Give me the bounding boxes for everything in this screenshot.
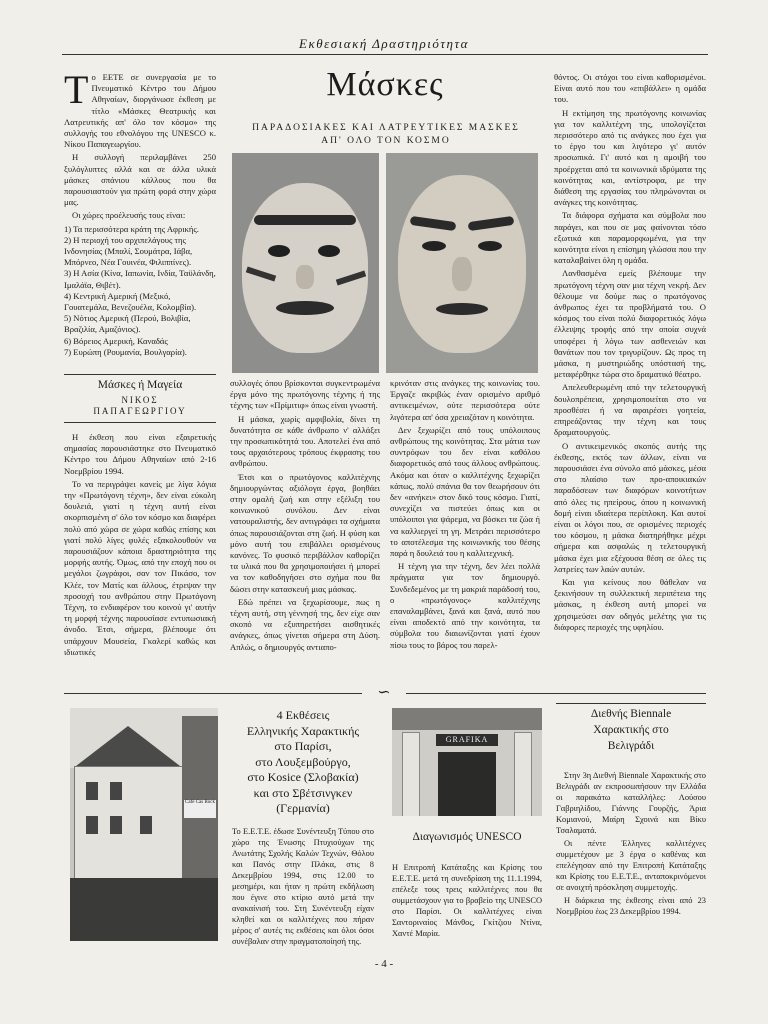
ornament-icon: ∽: [377, 684, 391, 701]
left-column-lower: [64, 432, 216, 678]
header-rule: [62, 54, 708, 55]
roof: [76, 726, 180, 766]
mask-photo-left: [232, 153, 379, 373]
paragraph: Οι πέντε Έλληνες καλλιτέχνες συμμετέχουν με 3 έργα ο καθένας και επελέγησαν από την Επιτροπή Κατάταξης και Κρίσης του Ε.Ε.Τ.Ε., ανταποκρινόμενοι σε ανοιχτή πρόσκληση συμμετοχής.: [556, 839, 706, 892]
unesco-caption: Διαγωνισμός UNESCO: [412, 831, 522, 843]
section-title: Μάσκες ή Μαγεία: [97, 379, 183, 391]
mask-eye-right: [318, 245, 340, 257]
drop-cap: Τ: [64, 67, 89, 112]
paragraph: Η μάσκα, χωρίς αμφιβολία, δίνει τη δυνατότητα σε κάθε άνθρωπο ν' αλλάξει την προσωπικότητά του. Αποτελεί ένα από τους αρχαιότερους τρόπους έκφρασης του ανθρώπου.: [230, 413, 380, 469]
mask-eye-right: [478, 241, 502, 251]
article-subtitle: ΠΑΡΑΔΟΣΙΑΚΕΣ ΚΑΙ ΛΑΤΡΕΥΤΙΚΕΣ ΜΑΣΚΕΣ ΑΠ' ΟΛΟ ΤΟΝ ΚΟΣΜΟ: [252, 123, 520, 146]
window: [86, 782, 98, 800]
paragraph: Η τέχνη για την τέχνη, δεν λέει πολλά πράγματα για τον δημιουργό. Συνδεδεμένος με τη μακριά παράδοσή του, ο «πρωτόγονος» καλλιτέχνης επαναλαμβάνει, ξανά και ξανά, αυτό που είναι αποδεκτό από την κοινότητα, τα σύμβολα του διαιωνίζονται γιατί έχουν πίσω τους το βάρος του παρελ-: [390, 561, 540, 650]
exhibitions-text: Το Ε.Ε.Τ.Ε. έδωσε Συνέντευξη Τύπου στο χώρο της Ένωσης Πτυχιούχων της Ανωτάτης Σχολής Καλών Τεχνών, Θόλου και Πανός στην Πλάκα, στις 8 Δεκεμβρίου 1994, στις 12.00 το μεσημέρι, και ήταν η πρώτη εκδήλωση που έγινε στο κτίριο αυτό μετά την ανακαίνισή του. Στη Συνέντευξη είχαν κληθεί και οι καλλιτέχνες που πήραν μέρος σ' αυτές τις εκθέσεις και όλοι όσοι συνέβαλαν στην πραγματοποίησή της.: [232, 827, 374, 946]
intro-paragraph: Το ΕΕΤΕ σε συνεργασία με το Πνευματικό Κέντρο του Δήμου Αθηναίων, διοργάνωσε έκθεση με τίτλο «Μάσκες Θεατρικής και Λατρευτικής απ' όλο τον κόσμο» της συλλογής του εθνολόγου της UNESCO κ. Νίκου Παπαγεωργίου.: [64, 67, 216, 150]
paragraph: κρινόταν στις ανάγκες της κοινωνίας του. Έργαζε ακριβώς έναν ορισμένο αριθμό αντικειμένων, ούτε περισσότερα ούτε λιγότερα απ' όσα χρειαζόταν η κοινότητα.: [390, 378, 540, 422]
center-column-b: [390, 378, 540, 678]
divider-left: [64, 693, 362, 694]
paragraph: Λανθασμένα εμείς βλέπουμε την πρωτόγονη τέχνη σαν μια τέχνη νεκρή. Δεν θέλουμε να δούμε πως ο πρωτόγονος άνθρωπος έχει τα προβλήματά του. Ο κόσμος του είναι πολύ διαφορετικός λόγω έλλειψης τροφής από την οποία συχνά υποφέρει ή λόγω των ασθενειών και θανάτων που τον τριγυρίζουν. Ως προς τη μάσκα, η μυστηριώδης υπόστασή της, μεταφέρθηκε τώρα στο δραματικό θέατρο.: [554, 268, 706, 380]
mask-eye-left: [268, 245, 290, 257]
tree: [70, 878, 218, 941]
paragraph: Η διάρκεια της έκθεσης είναι από 23 Νοεμβρίου έως 23 Δεκεμβρίου 1994.: [556, 896, 706, 916]
exhibitions-title: 4 Εκθέσεις Ελληνικής Χαρακτικής στο Παρίσι, στο Λουξεμβούργο, στο Kosice (Σλοβακία) και στο Σβέτσινγκεν (Γερμανία): [246, 708, 360, 815]
paragraph: Απελευθερωμένη από την τελετουργική δουλοπρέπεια, χρησιμοποιείται στο να προσθέσει ή να αφαιρέσει γοητεία, επηρεάζοντας την τέχνη και τους δραματουργούς.: [554, 382, 706, 438]
author-first-name: ΝΙΚΟΣ: [121, 395, 159, 405]
balcony: [392, 708, 542, 730]
building-photo: [70, 708, 218, 941]
paragraph: Δεν ξεχωρίζει από τους υπόλοιπους ανθρώπους της κοινότητας. Στα μάτια των συντρόφων του δεν είναι καθόλου διαφορετικός από τους άλλους ανθρώπους. Ακόμα και όταν ο καλλιτέχνης ξεχωρίζει κάπως, πολύ σπάνια θα τον θεωρήσουν ότι δεν «ανήκει» στον δικό τους κόσμο. Γιατί, συνεχίζει να πιστεύει όπως και οι υπόλοιποι για ψάρεμα, να βόσκει τα ζώα ή να καλλιεργεί τη γη. Μετράει περισσότερο το αποτέλεσμα της κοινωνικής του θέσης παρά η δουλειά του η καλλιτεχνική.: [390, 424, 540, 559]
paragraph: Έτσι και ο πρωτόγονος καλλιτέχνης δημιουργώντας αξιόλογα έργα, βοηθάει στην ομαλή ζωή και στην εξέλιξη του κοινωνικού συνόλου. Δεν είναι νατουραλιστής, δεν αντιγράφει τα σχήματα όπως παρουσιάζονται στη ζωή. Η φύση και μόνο αυτή του επιβάλλει ορισμένους κανόνες. Το φυσικό περιβάλλον καθορίζει τα υλικά που θα χρησιμοποιήσει ή μπορεί να τον καθοδηγήσει στο σχήμα που θα δώσει στην κατασκευή μιας μάσκας.: [230, 471, 380, 594]
page-number: - 4 -: [374, 958, 394, 970]
left-column: [64, 67, 216, 358]
paragraph: Και για κείνους που θάθελαν να ξεκινήσουν τη συλλεκτική περιπέτεια της μάσκας, η έκθεση αυτή μπορεί να χρησιμεύσει σαν οδηγός μελέτης για τις διάφορες περιοχές της υφηλίου.: [554, 576, 706, 632]
mask-nose: [296, 265, 314, 289]
paragraph: θόντος. Οι στόχοι του είναι καθορισμένοι. Είναι αυτό που του «επιβάλλει» η ομάδα του.: [554, 72, 706, 105]
biennale-title: Διεθνής Biennale Χαρακτικής στο Βελιγράδι: [590, 708, 672, 752]
paragraph: Τα διάφορα σχήματα και σύμβολα που παράγει, και που σε μας φαίνονται τόσο εξωτικά και παραμορφωμένα, για την κοινότητα είναι η επίσημη γλώσσα που την καταλαβαίνει όλη η ομάδα.: [554, 210, 706, 266]
right-column: [554, 72, 706, 678]
mask-eye-left: [422, 241, 446, 251]
biennale-rule: [556, 703, 706, 704]
list-item: 2) Η περιοχή του αρχιπελάγους της Ινδονησίας (Μπαλί, Σουμάτρα, Ιάβα, Μπόρνεο, Νέα Γουινέα, Φιλιππίνες).: [64, 234, 193, 268]
column-right: [514, 732, 532, 816]
list-item: 1) Τα περισσότερα κράτη της Αφρικής.: [64, 223, 199, 234]
column-left: [402, 732, 420, 816]
paragraph: συλλογές όπου βρίσκονται συγκεντρωμένα έργα μόνο της πρωτόγονης τέχνης ή της τέχνης των «Πρίμιτιφ» όπως είναι γνωστή.: [230, 378, 380, 411]
section-rule: [64, 374, 216, 375]
window: [140, 816, 152, 834]
paragraph: Στην 3η Διεθνή Biennale Χαρακτικής στο Βελιγράδι αν εκπροσωπήσουν την Ελλάδα οι παρακάτω καταλλήλες: Λούσου Γαβριηλίδου, Γιάννης Γουρζής, Άρια Κομιανού, Μαίρη Σχοινά και Βίκυ Τσαλαματά.: [556, 771, 706, 835]
running-title: Εκθεσιακή Δραστηριότητα: [299, 36, 469, 51]
mask-brow: [254, 215, 356, 225]
paragraph: Ο αντικειμενικός σκοπός αυτής της έκθεσης, εκτός των άλλων, είναι να παρουσιάσει ένα σύνολο από μάσκες, μέσα στο πλαίσιο των προ-αποικιακών παραδόσεων των διαφόρων κοινοτήτων από όλες τις ηπείρους, όπου η κοινωνική δομή είναι ιδιαίτερα περίπλοκη. Και αυτοί είναι οι λόγοι που, σε ορισμένες περιοχές του κόσμου, η μάσκα διατηρήθηκε μέχρι σήμερα και ασφαλώς η τελετουργική μάσκα έχει μια εξέχουσα θέση σε όλες τις λατρείες των λαών αυτών.: [554, 440, 706, 574]
shop-photo: [392, 708, 542, 816]
divider-right: [406, 693, 706, 694]
mask-photo-right: [386, 153, 538, 373]
list-item: 7) Ευρώπη (Ρουμανία, Βουλγαρία).: [64, 346, 187, 357]
author-last-name: ΠΑΠΑΓΕΩΡΓΙΟΥ: [93, 406, 187, 416]
list-item: 3) Η Ασία (Κίνα, Ιαπωνία, Ινδία, Ταϋλάνδη, Ιμαλάϊα, Θιβέτ).: [64, 268, 216, 290]
list-item: 6) Βόρειος Αμερική, Καναδάς: [64, 335, 168, 346]
mask-mouth: [276, 301, 334, 315]
mask-mouth: [436, 303, 488, 315]
mask-nose: [452, 257, 472, 291]
paragraph: Η εκτίμηση της πρωτόγονης κοινωνίας για τον καλλιτέχνη της, υπολογίζεται περισσότερο από τις ανάγκες που έχει για το έργο του και λιγότερο γι' αυτόν προσωπικά. Γι' αυτό και η αμοιβή του προέρχεται από τα κοινωνικά ιδρύματα της κοινότητας και, αντίστροφα, με την διάθεση της εργασίας του πληρώνονται οι ανάγκες της κοινότητας.: [554, 107, 706, 208]
shop-sign: Café Cas Rock: [184, 800, 216, 818]
paragraph: Η συλλογή περιλαμβάνει 250 ξυλόγλυπτες αλλά και σε άλλα υλικά μάσκες σπάνιου κάλλους που θα παρουσιαστούν για πρώτη φορά στην χώρα μας.: [64, 152, 216, 208]
biennale-text: [556, 770, 706, 919]
window: [86, 816, 98, 834]
list-item: 5) Νότιος Αμερική (Περού, Βολιβία, Βραζιλία, Αμαζόνιος).: [64, 313, 191, 335]
paragraph: Οι χώρες προέλευσής τους είναι:: [72, 210, 186, 221]
list-item: 4) Κεντρική Αμερική (Μεξικό, Γουατεμάλα, Βενεζουέλα, Κολομβία).: [64, 290, 197, 313]
country-list: [64, 224, 216, 358]
article-title: Μάσκες: [326, 66, 444, 103]
unesco-text: Η Επιτροπή Κατάταξης και Κρίσης του Ε.Ε.Τ.Ε. μετά τη συνεδρίαση της 11.1.1994, επέλεξε τους τρεις καλλιτέχνες που θα συμμετάσχουν για το βραβείο της UNESCO στο Παρίσι. Οι καλλιτέχνες είναι Σαντοριναίος Μάνθος, Γκίτζιου Ντίνα, Χαντέ Μαρία.: [392, 863, 542, 938]
paragraph: Εδώ πρέπει να ξεχωρίσουμε, πως η τέχνη αυτή, στη γέννησή της, δεν είχε σαν σκοπό να εξυπηρετήσει αισθητικές ανάγκες, όπως γίνεται σήμερα στη Δύση. Απλώς, ο δημιουργός αντιαπο-: [230, 596, 380, 652]
center-column-a: [230, 378, 380, 678]
shop-sign: GRAFIKA: [436, 734, 498, 746]
doorway: [438, 752, 496, 816]
section-rule: [64, 422, 216, 423]
paragraph: Η έκθεση που είναι εξαιρετικής σημασίας παρουσιάστηκε στο Πνευματικό Κέντρο του Δήμου Αθηναίων από 2-16 Νοεμβρίου 1994.: [64, 432, 216, 476]
window: [110, 816, 122, 834]
window: [110, 782, 122, 800]
paragraph: Το να περιγράψει κανείς με λίγα λόγια την «Πρωτόγονη τέχνη», δεν είναι εύκολη δουλειά, γιατί η τέχνη αυτή είναι σκορπισμένη σ' όλο τον κόσμο και διαφέρει πολύ από χώρα σε χώρα καθώς επίσης και γιατί πολύ λίγες φυλές εξακολουθούν να παρουσιάζουν κάποια δραστηριότητα της μορφής αυτής. Όμως, από την εποχή που οι μεγάλοι ζωγράφοι, σαν τον Πικάσο, τον Κλέε, τον Ματίς και άλλους, έτρεψαν την προσοχή του ανθρώπου στην Πρωτόγονη Τέχνη, το ενδιαφέρον του κοινού γι' αυτήν τη μορφή τέχνης παρουσίασε εντυπωσιακή άνοδο. Έτσι, σήμερα, βλέπουμε ότι υπάρχουν Μουσεία, Γκαλερί καθώς και ιδιωτικές: [64, 478, 216, 657]
